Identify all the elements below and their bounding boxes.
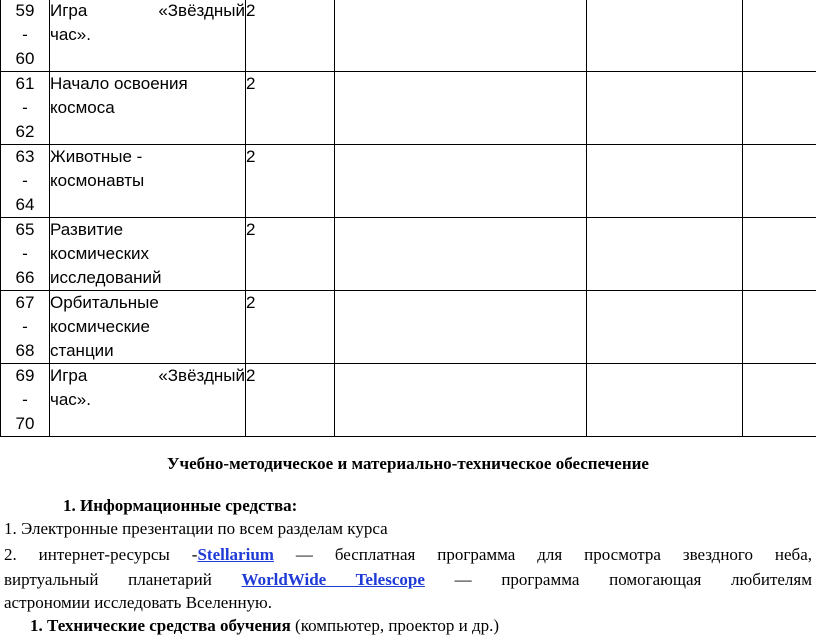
table-row xyxy=(1,72,816,145)
lesson-topic-line: космонавты xyxy=(50,171,145,190)
empty-cell xyxy=(743,218,816,291)
lesson-number-cell xyxy=(1,72,50,145)
list-item-technical-tools xyxy=(30,615,499,637)
lesson-topic-line: час». xyxy=(50,25,91,44)
lesson-topic-cell xyxy=(50,218,246,291)
section-heading: Учебно-методическое и материально-техническое обеспечение xyxy=(167,454,649,473)
empty-cell xyxy=(335,364,587,437)
lesson-topic-line: космических xyxy=(50,244,150,263)
table-row xyxy=(1,364,816,437)
technical-tools-label: 1. Технические средства обучения xyxy=(30,616,291,635)
empty-cell xyxy=(335,145,587,218)
lesson-number-part: - xyxy=(22,244,28,263)
lesson-number-part: 61 xyxy=(15,74,35,93)
lesson-number-part: 66 xyxy=(15,268,35,287)
technical-tools-detail: (компьютер, проектор и др.) xyxy=(290,616,500,635)
lesson-topic-line: исследований xyxy=(50,268,162,287)
lesson-hours-cell: 2 xyxy=(246,72,335,145)
empty-cell xyxy=(587,291,743,364)
lesson-hours-cell: 2 xyxy=(246,145,335,218)
lesson-topic-line: космические xyxy=(50,317,150,336)
lesson-topic-cell xyxy=(50,0,246,72)
lesson-topic-cell xyxy=(50,145,246,218)
list-item-internet-resources xyxy=(4,544,812,566)
lesson-number-part: 63 xyxy=(15,147,35,166)
lesson-number-part: - xyxy=(22,98,28,117)
item2-line2-prefix: виртуальный планетарий xyxy=(4,570,242,589)
lesson-topic-cell xyxy=(50,364,246,437)
empty-cell xyxy=(743,72,816,145)
table-row xyxy=(1,291,816,364)
empty-cell xyxy=(587,145,743,218)
lesson-number-part: - xyxy=(22,171,28,190)
lesson-number-cell xyxy=(1,364,50,437)
empty-cell xyxy=(743,0,816,72)
lesson-topic-line: Животные - xyxy=(50,147,143,166)
lesson-number-cell xyxy=(1,0,50,72)
lesson-hours-cell: 2 xyxy=(246,364,335,437)
lesson-number-part: 60 xyxy=(15,49,35,68)
lesson-topic-cell xyxy=(50,291,246,364)
empty-cell xyxy=(335,218,587,291)
lesson-topic-line: Игра «Звёздный xyxy=(50,366,245,385)
table-row xyxy=(1,0,816,72)
lesson-number-part: 64 xyxy=(15,195,35,214)
lesson-topic-line: Начало освоения xyxy=(50,74,188,93)
empty-cell xyxy=(587,218,743,291)
empty-cell xyxy=(587,0,743,72)
empty-cell xyxy=(587,364,743,437)
empty-cell xyxy=(743,145,816,218)
empty-cell xyxy=(743,364,816,437)
lesson-number-part: 69 xyxy=(15,366,35,385)
empty-cell xyxy=(335,291,587,364)
item2-mid: — бесплатная программа для просмотра звездного неба, xyxy=(273,545,812,564)
empty-cell xyxy=(335,72,587,145)
item2-line2-suffix: — программа помогающая любителям xyxy=(424,570,812,589)
lesson-topic-line: станции xyxy=(50,341,114,360)
worldwide-telescope-link[interactable]: WorldWide Telescope xyxy=(241,570,425,589)
lesson-number-part: 62 xyxy=(15,122,35,141)
empty-cell xyxy=(743,291,816,364)
lesson-hours-cell: 2 xyxy=(246,218,335,291)
lesson-number-part: 59 xyxy=(15,1,35,20)
stellarium-link[interactable]: Stellarium xyxy=(197,545,274,564)
lesson-number-cell xyxy=(1,145,50,218)
lesson-number-part: 70 xyxy=(15,414,35,433)
list-item-presentations: 1. Электронные презентации по всем разделам курса xyxy=(4,519,388,538)
lesson-hours-cell: 2 xyxy=(246,0,335,72)
table-row xyxy=(1,145,816,218)
lesson-number-part: - xyxy=(22,390,28,409)
lesson-topic-line: Развитие xyxy=(50,220,124,239)
list-item-internet-resources-line2 xyxy=(4,569,812,591)
lesson-topic-line: час». xyxy=(50,390,91,409)
table-row xyxy=(1,218,816,291)
lesson-topic-line: космоса xyxy=(50,98,115,117)
lesson-number-cell xyxy=(1,218,50,291)
lesson-number-part: - xyxy=(22,25,28,44)
lesson-topic-cell xyxy=(50,72,246,145)
lesson-hours-cell: 2 xyxy=(246,291,335,364)
list-item-internet-resources-line3: астрономии исследовать Вселенную. xyxy=(4,593,272,612)
lesson-number-part: 65 xyxy=(15,220,35,239)
empty-cell xyxy=(587,72,743,145)
lesson-topic-line: Орбитальные xyxy=(50,293,159,312)
lesson-number-cell xyxy=(1,291,50,364)
lesson-number-part: 68 xyxy=(15,341,35,360)
lesson-number-part: 67 xyxy=(15,293,35,312)
subheading-info-tools: 1. Информационные средства: xyxy=(63,496,298,515)
lesson-number-part: - xyxy=(22,317,28,336)
lesson-topic-line: Игра «Звёздный xyxy=(50,1,245,20)
item2-prefix: 2. интернет-ресурсы - xyxy=(4,545,198,564)
empty-cell xyxy=(335,0,587,72)
